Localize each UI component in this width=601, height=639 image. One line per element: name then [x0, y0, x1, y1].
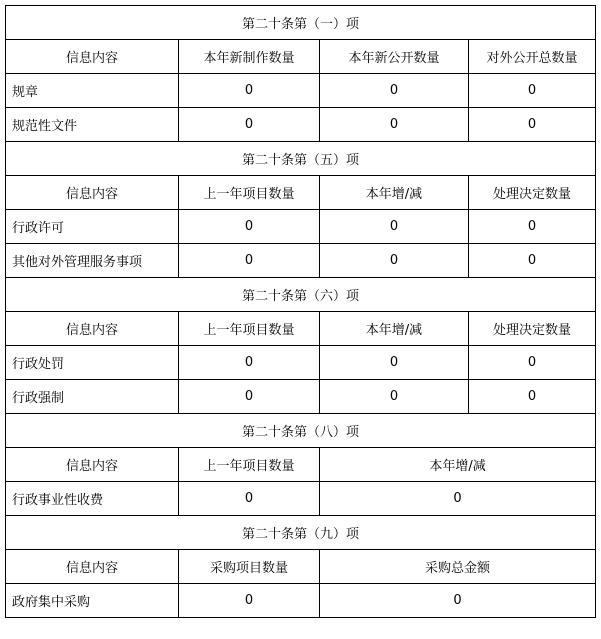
data-cell: 0 — [179, 380, 320, 414]
header-row — [6, 312, 596, 346]
header-row — [6, 176, 596, 210]
section-title-row — [6, 516, 596, 550]
row-label: 行政强制 — [6, 380, 179, 414]
section-title: 第二十条第（五）项 — [6, 142, 596, 176]
data-cell: 0 — [469, 210, 596, 244]
header-cell: 上一年项目数量 — [179, 448, 320, 482]
section-title-row — [6, 414, 596, 448]
row-label: 行政事业性收费 — [6, 482, 179, 516]
table-row — [6, 244, 596, 278]
data-cell: 0 — [469, 380, 596, 414]
data-cell: 0 — [179, 584, 320, 618]
header-cell: 本年增/减 — [320, 176, 469, 210]
row-label: 政府集中采购 — [6, 584, 179, 618]
header-cell: 本年增/减 — [320, 312, 469, 346]
data-cell: 0 — [469, 74, 596, 108]
data-cell: 0 — [469, 244, 596, 278]
table-row — [6, 210, 596, 244]
table-row — [6, 346, 596, 380]
section-title: 第二十条第（一）项 — [6, 6, 596, 40]
table-row — [6, 74, 596, 108]
header-cell: 信息内容 — [6, 312, 179, 346]
data-cell: 0 — [179, 108, 320, 142]
table-row — [6, 584, 596, 618]
data-cell: 0 — [320, 380, 469, 414]
header-row — [6, 448, 596, 482]
header-cell: 本年增/减 — [320, 448, 596, 482]
header-cell: 对外公开总数量 — [469, 40, 596, 74]
section-title: 第二十条第（六）项 — [6, 278, 596, 312]
row-label: 规章 — [6, 74, 179, 108]
header-cell: 采购总金额 — [320, 550, 596, 584]
section-title-row — [6, 278, 596, 312]
data-cell: 0 — [320, 482, 596, 516]
header-cell: 上一年项目数量 — [179, 312, 320, 346]
data-cell: 0 — [179, 482, 320, 516]
disclosure-table — [5, 5, 596, 618]
data-cell: 0 — [320, 108, 469, 142]
section-title: 第二十条第（九）项 — [6, 516, 596, 550]
section-title: 第二十条第（八）项 — [6, 414, 596, 448]
table-row — [6, 482, 596, 516]
header-cell: 信息内容 — [6, 40, 179, 74]
section-title-row — [6, 6, 596, 40]
header-cell: 信息内容 — [6, 550, 179, 584]
data-cell: 0 — [179, 74, 320, 108]
header-cell: 上一年项目数量 — [179, 176, 320, 210]
row-label: 行政处罚 — [6, 346, 179, 380]
header-cell: 处理决定数量 — [469, 312, 596, 346]
data-cell: 0 — [469, 346, 596, 380]
table-row — [6, 108, 596, 142]
data-cell: 0 — [320, 244, 469, 278]
data-cell: 0 — [320, 210, 469, 244]
header-row — [6, 40, 596, 74]
header-cell: 信息内容 — [6, 448, 179, 482]
header-cell: 本年新公开数量 — [320, 40, 469, 74]
header-cell: 采购项目数量 — [179, 550, 320, 584]
header-row — [6, 550, 596, 584]
data-cell: 0 — [320, 74, 469, 108]
table-row — [6, 380, 596, 414]
row-label: 规范性文件 — [6, 108, 179, 142]
header-cell: 本年新制作数量 — [179, 40, 320, 74]
data-cell: 0 — [179, 210, 320, 244]
data-cell: 0 — [469, 108, 596, 142]
header-cell: 处理决定数量 — [469, 176, 596, 210]
data-cell: 0 — [320, 346, 469, 380]
row-label: 行政许可 — [6, 210, 179, 244]
data-cell: 0 — [179, 346, 320, 380]
row-label: 其他对外管理服务事项 — [6, 244, 179, 278]
section-title-row — [6, 142, 596, 176]
data-cell: 0 — [320, 584, 596, 618]
data-cell: 0 — [179, 244, 320, 278]
header-cell: 信息内容 — [6, 176, 179, 210]
